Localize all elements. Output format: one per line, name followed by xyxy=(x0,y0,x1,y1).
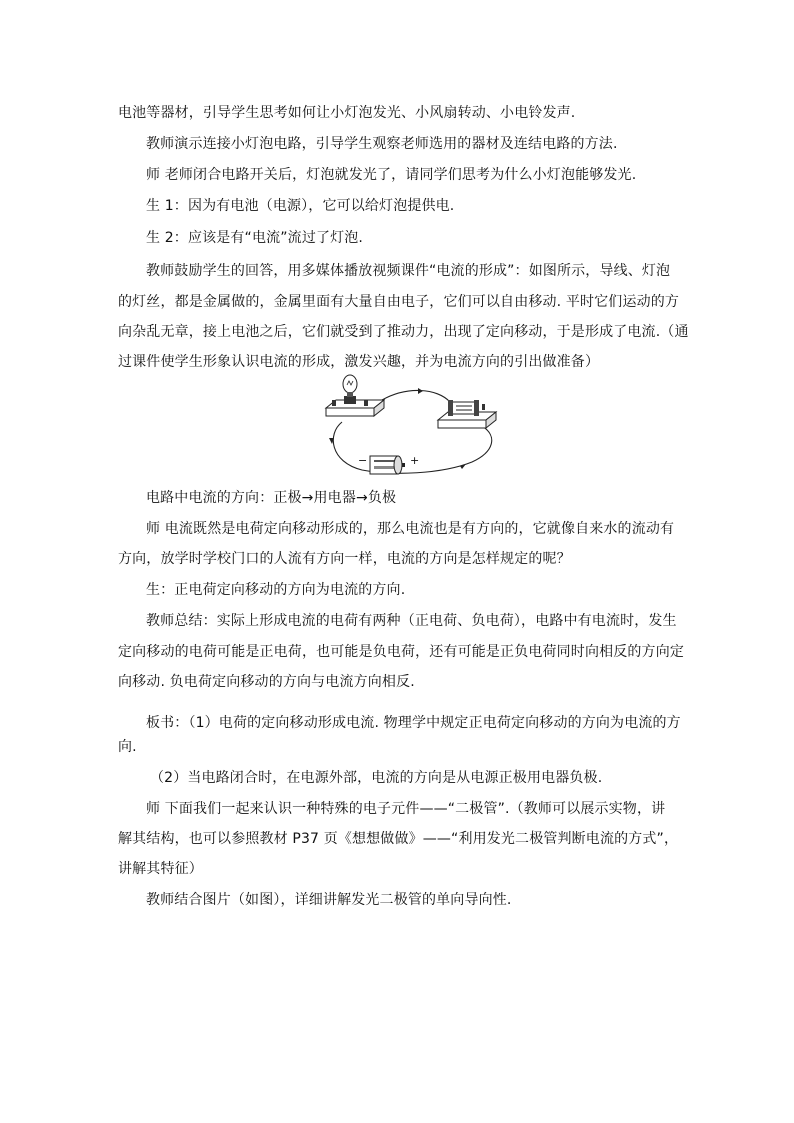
bulb-icon xyxy=(343,375,357,393)
paragraph-line: 的灯丝，都是金属做的，金属里面有大量自由电子，它们可以自由移动. 平时它们运动的方 xyxy=(118,294,680,310)
paragraph-line: 板书：（1）电荷的定向移动形成电流. 物理学中规定正电荷定向移动的方向为电流的方 xyxy=(146,715,681,731)
switch-board xyxy=(438,400,496,428)
battery xyxy=(370,456,405,474)
paragraph-line: 解其结构，也可以参照教材 P37 页《想想做做》——“利用发光二极管判断电流的方式”， xyxy=(118,831,679,847)
paragraph-line: 师 下面我们一起来认识一种特殊的电子元件——“二极管”.（教师可以展示实物，讲 xyxy=(146,801,666,817)
paragraph-line: 生 2：应该是有“电流”流过了灯泡. xyxy=(146,230,364,246)
paragraph-line: 教师结合图片（如图），详细讲解发光二极管的单向导向性. xyxy=(146,892,512,908)
bulb-board xyxy=(326,375,384,416)
paragraph-line: 向杂乱无章，接上电池之后，它们就受到了推动力，出现了定向移动，于是形成了电流.（通 xyxy=(118,324,689,340)
figure-caption: 电路中电流的方向：正极→用电器→负极 xyxy=(146,490,397,506)
paragraph-line: 电池等器材，引导学生思考如何让小灯泡发光、小风扇转动、小电铃发声. xyxy=(118,105,576,121)
paragraph-line: 讲解其特征） xyxy=(118,861,203,877)
paragraph-line: （2）当电路闭合时，在电源外部，电流的方向是从电源正极用电器负极. xyxy=(150,770,603,786)
paragraph-line: 生 1：因为有电池（电源），它可以给灯泡提供电. xyxy=(146,198,455,214)
current-arrow-icon xyxy=(418,388,423,394)
paragraph-line: 师 老师闭合电路开关后，灯泡就发光了，请同学们思考为什么小灯泡能够发光. xyxy=(146,167,637,183)
paragraph-line: 方向，放学时学校门口的人流有方向一样，电流的方向是怎样规定的呢？ xyxy=(118,551,571,567)
paragraph-line: 过课件使学生形象认识电流的形成，激发兴趣，并为电流方向的引出做准备） xyxy=(118,354,600,370)
paragraph-line: 教师总结：实际上形成电流的电荷有两种（正电荷、负电荷），电路中有电流时，发生 xyxy=(146,613,677,629)
paragraph-line: 向. xyxy=(118,739,137,755)
circuit-wire-top xyxy=(382,390,450,402)
paragraph-line: 师 电流既然是电荷定向移动形成的，那么电流也是有方向的，它就像自来水的流动有 xyxy=(146,521,675,537)
paragraph-line: 向移动. 负电荷定向移动的方向与电流方向相反. xyxy=(118,674,415,690)
battery-minus-label: − xyxy=(358,454,368,467)
paragraph-line: 教师演示连接小灯泡电路，引导学生观察老师选用的器材及连结电路的方法. xyxy=(146,136,618,152)
paragraph-line: 定向移动的电荷可能是正电荷，也可能是负电荷，还有可能是正负电荷同时向相反的方向定 xyxy=(118,644,684,660)
paragraph-line: 生：正电荷定向移动的方向为电流的方向. xyxy=(146,582,406,598)
circuit-diagram xyxy=(322,374,498,480)
battery-plus-label: + xyxy=(410,454,420,467)
paragraph-line: 教师鼓励学生的回答，用多媒体播放视频课件“电流的形成”：如图所示，导线、灯泡 xyxy=(146,263,671,279)
